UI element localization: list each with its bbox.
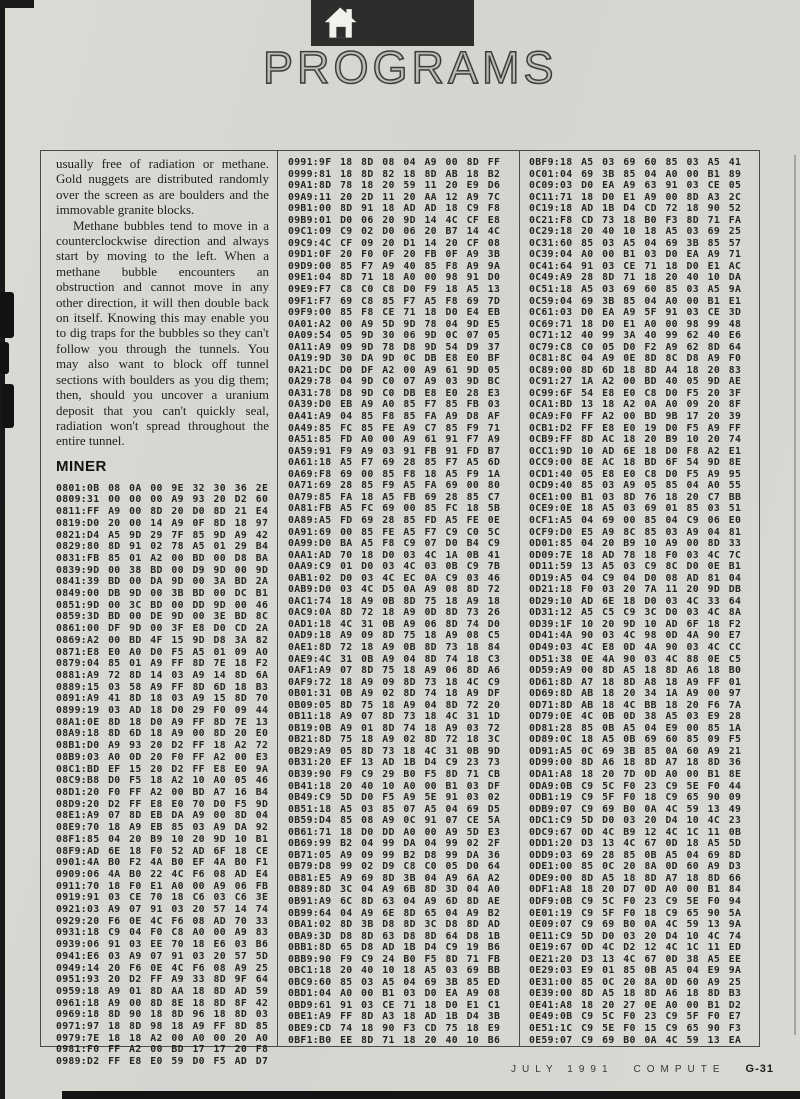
footer-issue-date: JULY 1991	[510, 1064, 614, 1075]
hex-listing-line: 0E31:00 85 0C 20 8A 0D 60 A9 25	[529, 976, 742, 988]
hex-listing-line: 0C19:18 AD 1B D4 CD 72 18 90 52	[529, 203, 742, 215]
hex-listing-line: 0C49:A9 28 8D 71 18 20 40 10 DA	[529, 272, 742, 284]
hex-listing-line: 0971:97 18 8D 98 18 A9 FF 8D 85	[56, 1021, 269, 1033]
hex-listing-line: 0E19:67 0D 4C D2 12 4C 1C 11 ED	[529, 942, 742, 954]
hex-listing-line: 0A09:54 05 9D 30 06 9D 0C 07 05	[288, 330, 501, 342]
hex-listing-line: 0BC1:18 20 40 10 18 A5 03 69 BB	[288, 965, 501, 977]
hex-listing-line: 0BA1:02 8D 3B D8 8D 3C D8 8D AD	[288, 919, 501, 931]
hex-listing-line: 0D79:0E 4C 0B 0D 38 A5 03 E9 28	[529, 711, 742, 723]
hex-listing-line: 0B99:64 04 A9 6E 8D 65 04 A9 B2	[288, 907, 501, 919]
hex-listing-line: 0BE1:A9 FF 8D A3 18 AD 1B D4 3B	[288, 1011, 501, 1023]
hex-listing-line: 0BF1:B0 EE 8D 71 18 20 40 10 B6	[288, 1034, 501, 1046]
content-frame	[40, 150, 760, 1068]
hex-listing-line: 0E59:07 C9 69 B0 0A 4C 59 13 EA	[529, 1034, 742, 1046]
hex-listing-line: 0AD1:18 4C 31 0B A9 06 8D 74 D0	[288, 618, 501, 630]
page-title: PROGRAMS	[263, 42, 558, 93]
hex-listing-line: 0DA1:A8 18 20 7D 0D A0 00 B1 8E	[529, 768, 742, 780]
hex-listing-line: 0C21:F8 CD 73 18 B0 F3 8D 71 FA	[529, 214, 742, 226]
hex-listing-line: 08A9:18 8D 6D 18 A9 00 8D 20 E0	[56, 728, 269, 740]
hex-listing-line: 0B01:31 0B A9 02 8D 74 18 A9 DF	[288, 688, 501, 700]
hex-listing-line: 0841:39 BD 00 DA 9D 00 3A BD 2A	[56, 576, 269, 588]
hex-listing-line: 08D1:20 F0 FF A2 00 BD A7 16 B4	[56, 787, 269, 798]
hex-listing-line: 0851:9D 00 3C BD 00 DD 9D 00 46	[56, 599, 269, 611]
hex-listing-line: 0C31:60 85 03 A5 04 69 3B 85 57	[529, 237, 742, 249]
hex-listing-line: 0A59:91 F9 A9 03 91 FB 91 FD B7	[288, 445, 501, 457]
hex-listing-line: 0939:06 91 03 EE 70 18 E6 03 B6	[56, 939, 269, 951]
hex-listing-line: 0D31:12 A5 C5 C9 3C D0 03 4C 8A	[529, 607, 742, 619]
hex-listing-line: 0DD9:03 69 28 85 0B A5 04 69 8D	[529, 849, 742, 861]
hex-listing-line: 0B91:A9 6C 8D 63 04 A9 6D 8D AE	[288, 896, 501, 907]
hex-listing-line: 0E49:0B C9 5C F0 23 C9 5F F0 E7	[529, 1011, 742, 1023]
hex-listing-line: 0C81:8C 04 A9 0E 8D 8C D8 A9 F0	[529, 353, 742, 365]
hex-listing-line: 0B61:71 18 D0 DD A0 00 A9 5D E3	[288, 826, 501, 838]
hex-listing-line: 09A9:11 20 2D 11 20 AA 12 A9 7C	[288, 191, 501, 203]
hex-listing-line: 0D19:A5 04 C9 04 D0 08 AD 81 04	[529, 572, 742, 584]
hex-listing-line: 0801:0B 08 0A 00 9E 32 30 36 2E	[56, 482, 269, 494]
hex-listing-line: 0A71:69 28 85 F9 A5 FA 69 00 80	[288, 480, 501, 492]
hex-listing-line: 08E9:70 18 A9 EB 85 03 A9 DA 92	[56, 822, 269, 834]
hex-listing-line: 08C9:B8 D0 F5 18 A2 10 A0 05 46	[56, 775, 269, 787]
hex-listing-line: 0D81:28 85 0B A5 04 E9 00 85 1A	[529, 722, 742, 734]
hex-listing-line: 0A29:78 04 9D C0 07 A9 03 9D BC	[288, 376, 501, 388]
scan-edge-mark	[0, 342, 9, 374]
hex-listing-line: 0CB1:D2 FF E8 E0 19 D0 F5 A9 FF	[529, 422, 742, 434]
hex-listing-line: 08D9:20 D2 FF E8 E0 70 D0 F5 9D	[56, 798, 269, 810]
hex-listing-line: 0DB1:19 C9 5F F0 18 C9 65 90 09	[529, 792, 742, 804]
hex-listing-line: 09B1:00 8D 91 18 AD AD 18 C9 F8	[288, 203, 501, 215]
hex-listing-line: 0AA1:AD 70 18 D0 03 4C 1A 0B 41	[288, 549, 501, 561]
hex-listing-line: 09C9:4C CF 09 20 D1 14 20 CF 08	[288, 237, 501, 249]
hex-listing-line: 09C1:09 C9 02 D0 06 20 B7 14 4C	[288, 226, 501, 238]
hex-listing-line: 0C51:18 A5 03 69 60 85 03 A5 9A	[529, 284, 742, 296]
hex-listing-line: 0B11:18 A9 07 8D 73 18 4C 31 1D	[288, 711, 501, 723]
hex-listing-line: 0AB1:02 D0 03 4C EC 0A C9 03 46	[288, 572, 501, 584]
hex-listing-line: 0DA9:0B C9 5C F0 23 C9 5E F0 44	[529, 780, 742, 792]
hex-listing-line: 0979:7E 18 18 A2 00 A0 00 20 A0	[56, 1032, 269, 1044]
hex-listing-line: 0A31:78 D8 9D C0 DB E8 E0 28 E3	[288, 387, 501, 399]
hex-listing-line: 0949:14 20 F6 0E 4C F6 08 A9 25	[56, 962, 269, 974]
hex-listing-line: 0929:20 F6 0E 4C F6 08 AD 70 33	[56, 915, 269, 927]
hex-listing-line: 0CD1:40 05 E8 E0 C8 D0 F5 A9 95	[529, 468, 742, 480]
hex-listing-line: 0D61:8D A7 18 8D A8 18 A9 FF 01	[529, 676, 742, 688]
hex-listing-line: 0881:A9 72 8D 14 03 A9 14 8D 6A	[56, 669, 269, 681]
hex-listing-line: 0D29:10 AD 6E 18 D0 03 4C 33 64	[529, 595, 742, 607]
hex-listing-line: 0811:FF A9 00 8D 20 D0 8D 21 E4	[56, 506, 269, 518]
hex-listing-column-1	[56, 483, 269, 1068]
hex-listing-line: 0B71:05 A9 09 99 B2 D8 99 DA 36	[288, 849, 501, 861]
hex-listing-line: 0B51:18 A5 03 85 07 A5 04 69 D5	[288, 803, 501, 815]
hex-listing-line: 0B41:18 20 40 10 A0 00 B1 03 DF	[288, 780, 501, 792]
hex-listing-line: 09B9:01 D0 06 20 9D 14 4C CF E8	[288, 214, 501, 226]
hex-listing-line: 08F1:85 04 20 B9 10 20 9D 10 B1	[56, 833, 269, 845]
hex-listing-line: 0DE9:00 8D A5 18 8D A7 18 8D 66	[529, 872, 742, 884]
hex-listing-line: 0829:80 8D 91 02 78 A5 01 29 B4	[56, 541, 269, 553]
hex-listing-line: 0BC9:60 85 03 A5 04 69 3B 85 ED	[288, 976, 501, 988]
article-paragraph: Methane bubbles tend to move in a counterclockwise direction and always start by moving to the left. When a methane bubble encounters an obstruction and cannot move in any other direction, it will then double back on itself. Knowing this may enable you to dig traps for the bubbles so they can't follow you through the tunnels. You may also want to block off tunnel sections with boulders as you dig them; then, should you uncover a uranium deposit that you can't quickly seal, radiation won't spread throughout the entire tunnel.	[56, 217, 269, 449]
hex-listing-line: 0E41:A8 18 20 27 0E A0 00 B1 D2	[529, 999, 742, 1011]
hex-listing-line: 0931:18 C9 04 F0 C8 A0 00 A9 83	[56, 927, 269, 939]
scan-edge-mark	[0, 292, 14, 338]
hex-listing-line: 0A49:85 FC 85 FE A9 C7 85 F9 71	[288, 422, 501, 434]
hex-listing-line: 0BA9:3D D8 8D 63 D8 8D 64 D8 1B	[288, 930, 501, 942]
hex-listing-line: 0CF9:D0 E5 A9 8C 85 03 A9 04 81	[529, 526, 742, 538]
hex-listing-line: 0809:31 00 00 00 A9 93 20 D2 60	[56, 494, 269, 506]
scan-left-edge	[0, 0, 5, 1099]
hex-listing-line: 0A01:A2 00 A9 5D 9D 78 04 9D E5	[288, 318, 501, 330]
hex-listing-line: 0839:9D 00 38 BD 00 D9 9D 00 9D	[56, 564, 269, 576]
hex-listing-line: 0E21:20 D3 13 4C 67 0D 38 A5 EE	[529, 953, 742, 965]
hex-listing-line: 0B81:E5 A9 69 8D 3B 04 A9 6A A2	[288, 872, 501, 884]
hex-listing-line: 09F1:F7 69 C8 85 F7 A5 F8 69 7D	[288, 295, 501, 307]
hex-listing-line: 0C79:C8 C0 05 D0 F2 A9 62 8D 64	[529, 341, 742, 353]
hex-listing-line: 0D01:85 04 20 B9 10 A9 00 8D 33	[529, 538, 742, 550]
hex-listing-line: 0B31:20 EF 13 AD 1B D4 C9 23 73	[288, 757, 501, 769]
hex-listing-line: 0B79:D8 99 02 D9 C8 C0 05 D0 64	[288, 861, 501, 873]
hex-listing-line: 0B21:8D 75 18 A9 02 8D 72 18 3C	[288, 734, 501, 746]
hex-listing-line: 0D51:38 0E 4A 90 03 4C 88 0E C5	[529, 653, 742, 665]
hex-listing-line: 0E11:C9 5D D0 03 20 D4 10 4C 74	[529, 930, 742, 942]
hex-listing-line: 0C99:6F 54 E8 E0 C8 D0 F5 20 3F	[529, 387, 742, 399]
hex-listing-line: 0CB9:FF 8D AC 18 20 B9 10 20 74	[529, 434, 742, 446]
hex-listing-line: 0B29:A9 05 8D 73 18 4C 31 0B 9D	[288, 745, 501, 757]
hex-listing-line: 0C89:00 8D 6D 18 8D A4 18 20 83	[529, 364, 742, 376]
hex-listing-line: 0821:D4 A5 9D 29 7F 85 9D A9 42	[56, 529, 269, 541]
house-icon	[324, 7, 358, 39]
hex-listing-line: 0B39:90 F9 C9 29 B0 F5 8D 71 CB	[288, 768, 501, 780]
hex-listing-line: 0AC9:0A 8D 72 18 A9 0D 8D 73 26	[288, 607, 501, 619]
hex-listing-line: 0A79:85 FA 18 A5 FB 69 28 85 C7	[288, 491, 501, 503]
hex-listing-line: 0951:93 20 D2 FF A9 33 8D 9F 64	[56, 974, 269, 986]
hex-listing-line: 0D21:18 F0 03 20 7A 11 20 9D DB	[529, 584, 742, 596]
hex-listing-line: 0E09:07 C9 69 B0 0A 4C 59 13 9A	[529, 919, 742, 931]
hex-listing-line: 0D09:7E 18 AD 78 18 F0 03 4C 7C	[529, 549, 742, 561]
hex-listing-line: 0C41:64 91 03 CE 71 18 D0 E1 AC	[529, 260, 742, 272]
hex-listing-line: 0DE1:00 85 0C 20 8A 0D 60 A9 D3	[529, 861, 742, 873]
hex-listing-line: 0879:04 85 01 A9 FF 8D 7E 18 F2	[56, 658, 269, 670]
hex-listing-line: 0C09:03 D0 EA A9 63 91 03 CE 05	[529, 180, 742, 192]
hex-listing-line: 0831:FB 85 01 A2 00 BD 00 D8 BA	[56, 552, 269, 564]
hex-listing-line: 0919:91 03 CE 70 18 C6 03 C6 3E	[56, 892, 269, 904]
hex-listing-line: 0C61:03 D0 EA A9 5F 91 03 CE 3D	[529, 307, 742, 319]
hex-listing-line: 0A21:DC D0 DF A2 00 A9 61 9D 05	[288, 364, 501, 376]
hex-listing-line: 0DF1:A8 18 20 D7 0D A0 00 B1 84	[529, 884, 742, 896]
hex-listing-line: 0909:06 4A B0 22 4C F6 08 AD E4	[56, 868, 269, 880]
hex-listing-line: 0961:18 A9 00 8D 8E 18 8D 8F 42	[56, 997, 269, 1009]
hex-listing-line: 0991:9F 18 8D 08 04 A9 00 8D FF	[288, 157, 501, 168]
hex-listing-line: 0959:18 A9 01 8D AA 18 8D AD 59	[56, 985, 269, 997]
hex-listing-line: 0B19:0B A9 01 8D 74 18 A9 03 72	[288, 722, 501, 734]
page-footer	[511, 1063, 774, 1075]
hex-listing-line: 0A61:18 A5 F7 69 28 85 F7 A5 6D	[288, 457, 501, 469]
hex-listing-line: 0A41:A9 04 85 F8 85 FA A9 D8 AF	[288, 411, 501, 423]
hex-listing-line: 0CC1:9D 10 AD 6E 18 D0 F8 A2 E1	[529, 445, 742, 457]
hex-listing-line: 0871:E8 E0 A0 D0 F5 A5 01 09 A0	[56, 646, 269, 658]
hex-listing-line: 0C01:04 69 3B 85 04 A0 00 B1 89	[529, 168, 742, 180]
hex-listing-line: 08C1:BD EF 15 20 D2 FF E8 E0 9A	[56, 763, 269, 775]
hex-listing-line: 0819:D0 20 00 14 A9 0F 8D 18 97	[56, 517, 269, 529]
hex-listing-line: 08A1:0E 8D 18 D0 A9 FF 8D 7E 13	[56, 716, 269, 728]
hex-listing-line: 0C11:71 18 D0 E1 A9 00 8D A3 2C	[529, 191, 742, 203]
hex-listing-line: 08E1:A9 07 8D EB DA A9 00 8D 04	[56, 810, 269, 822]
hex-listing-line: 09F9:00 85 F8 CE 71 18 D0 E4 EB	[288, 307, 501, 319]
hex-listing-line: 0C59:04 69 3B 85 04 A0 00 B1 E1	[529, 295, 742, 307]
hex-listing-line: 0A11:A9 09 9D 78 D8 9D 54 D9 37	[288, 341, 501, 353]
hex-listing-line: 0891:A9 41 8D 18 03 A9 15 8D 70	[56, 693, 269, 705]
hex-listing-line: 0D99:00 8D A6 18 8D A7 18 8D 36	[529, 757, 742, 769]
hex-listing-line: 0A89:A5 FD 69 28 85 FD A5 FE 0E	[288, 514, 501, 526]
column-middle	[278, 151, 520, 1046]
hex-listing-line: 0859:3D BD 00 DE 9D 00 3E BD 8C	[56, 611, 269, 623]
hex-listing-line: 0D59:A9 00 8D A5 18 8D A6 18 B0	[529, 665, 742, 677]
hex-listing-line: 0D89:0C 18 A5 0B 69 60 85 09 F5	[529, 734, 742, 746]
hex-listing-line: 0D49:03 4C E8 0D 4A 90 03 4C CC	[529, 641, 742, 653]
hex-listing-line: 0A91:69 00 85 FE A5 F7 C9 C0 5C	[288, 526, 501, 538]
hex-listing-line: 0A19:9D 30 DA 9D 0C DB E8 E0 BF	[288, 353, 501, 365]
hex-listing-line: 0CA1:BD 13 18 A2 0A A0 09 20 8F	[529, 399, 742, 411]
hex-listing-line: 0BB1:8D 65 D8 AD 1B D4 C9 19 B6	[288, 942, 501, 954]
hex-listing-line: 09D1:0F 20 F0 0F 20 FB 0F A9 3B	[288, 249, 501, 261]
hex-listing-line: 0A39:D0 EB A9 A0 85 F7 85 FB 03	[288, 399, 501, 411]
hex-listing-line: 0D71:8D AB 18 4C BB 18 20 F6 7A	[529, 699, 742, 711]
hex-listing-line: 0901:4A B0 F2 4A B0 EF 4A B0 F1	[56, 857, 269, 869]
hex-listing-line: 0E51:1C C9 5E F0 15 C9 65 90 F3	[529, 1023, 742, 1035]
hex-listing-line: 0921:03 A9 07 91 03 20 57 14 74	[56, 904, 269, 916]
hex-listing-line: 0969:18 8D 90 18 8D 96 18 8D 03	[56, 1009, 269, 1021]
hex-listing-line: 0CA9:F0 FF A2 00 BD 9B 17 20 39	[529, 411, 742, 423]
hex-listing-line: 0981:F0 FF A2 00 BD 17 17 20 F8	[56, 1044, 269, 1056]
hex-listing-line: 0D69:8D AB 18 20 34 1A A9 00 97	[529, 688, 742, 700]
hex-listing-line: 0AE1:8D 72 18 A9 0B 8D 73 18 84	[288, 641, 501, 653]
hex-listing-line: 0BD1:04 A0 00 B1 03 D0 EA A9 08	[288, 988, 501, 1000]
hex-listing-line: 0DD1:20 D3 13 4C 67 0D 18 A5 5D	[529, 838, 742, 850]
hex-listing-line: 0CC9:00 8E AC 18 BD 6F 54 9D 8E	[529, 457, 742, 469]
hex-listing-line: 0861:00 DF 9D 00 3F E8 D0 CD 2A	[56, 623, 269, 635]
hex-listing-line: 0B09:05 8D 75 18 A9 04 8D 72 20	[288, 699, 501, 711]
hex-listing-line: 0BE9:CD 74 18 90 F3 CD 75 18 E9	[288, 1023, 501, 1035]
hex-listing-line: 0AC1:74 18 A9 0B 8D 75 18 A9 18	[288, 595, 501, 607]
column-left	[41, 151, 278, 1068]
hex-listing-line: 08B9:03 A0 0D 20 F0 FF A2 00 E3	[56, 751, 269, 763]
hex-listing-line: 0BB9:90 F9 C9 24 B0 F5 8D 71 FB	[288, 953, 501, 965]
hex-listing-column-3	[529, 157, 759, 1046]
hex-listing-line: 0A99:D0 BA A5 F8 C9 07 D0 B4 C9	[288, 538, 501, 550]
hex-listing-line: 0C69:71 18 D0 E1 A0 00 98 99 48	[529, 318, 742, 330]
hex-listing-line: 0899:19 03 AD 18 D0 29 F0 09 44	[56, 705, 269, 717]
scan-edge-mark	[2, 384, 14, 428]
hex-listing-line: 0D11:59 13 A5 03 C9 8C D0 0E B1	[529, 561, 742, 573]
hex-listing-line: 0869:A2 00 BD 4F 15 9D D8 3A 82	[56, 634, 269, 646]
hex-listing-line: 0D91:A5 0C 69 3B 85 0A 60 A9 21	[529, 745, 742, 757]
hex-listing-line: 0AF1:A9 07 8D 75 18 A9 06 8D A6	[288, 665, 501, 677]
hex-listing-line: 0B89:8D 3C 04 A9 6B 8D 3D 04 A0	[288, 884, 501, 896]
scan-bottom-edge	[62, 1091, 800, 1099]
hex-listing-line: 0CE1:00 B1 03 8D 76 18 20 C7 BB	[529, 491, 742, 503]
scan-corner-mark	[0, 0, 34, 8]
hex-listing-line: 0AF9:72 18 A9 09 8D 73 18 4C C9	[288, 676, 501, 688]
hex-listing-line: 0849:00 DB 9D 00 3B BD 00 DC B1	[56, 588, 269, 600]
hex-listing-column-2	[288, 157, 519, 1046]
hex-listing-line: 0B69:99 B2 04 99 DA 04 99 02 2F	[288, 838, 501, 850]
hex-listing-line: 0CD9:40 85 03 A9 05 85 04 A0 55	[529, 480, 742, 492]
hex-listing-line: 0DB9:07 C9 69 B0 0A 4C 59 13 49	[529, 803, 742, 815]
hex-listing-line: 0999:81 18 8D 82 18 8D AB 18 B2	[288, 168, 501, 180]
hex-listing-line: 0C71:12 40 99 3A 40 99 62 40 E6	[529, 330, 742, 342]
hex-listing-line: 09E9:F7 C8 C0 C8 D0 F9 18 A5 13	[288, 284, 501, 296]
hex-listing-line: 0A69:F8 69 00 85 F8 18 A5 F9 1A	[288, 468, 501, 480]
hex-listing-line: 0DF9:0B C9 5C F0 23 C9 5E F0 94	[529, 896, 742, 907]
hex-listing-line: 0B59:D4 85 08 A9 0C 91 07 CE 5A	[288, 815, 501, 827]
listing-title: MINER	[56, 457, 107, 475]
hex-listing-line: 0BD9:61 91 03 CE 71 18 D0 E1 C1	[288, 999, 501, 1011]
hex-listing-line: 0BF9:18 A5 03 69 60 85 03 A5 41	[529, 157, 742, 168]
hex-listing-line: 0CF1:A5 04 69 00 85 04 C9 06 E0	[529, 514, 742, 526]
hex-listing-line: 08F9:AD 6E 18 F0 52 AD 6F 18 CE	[56, 845, 269, 857]
hex-listing-line: 08B1:D0 A9 93 20 D2 FF 18 A2 72	[56, 740, 269, 752]
scan-right-edge	[794, 155, 796, 1035]
hex-listing-line: 0E01:19 C9 5F F0 18 C9 65 90 5A	[529, 907, 742, 919]
hex-listing-line: 0AB9:D0 03 4C D5 0A A9 08 8D 72	[288, 584, 501, 596]
hex-listing-line: 0C91:27 1A A2 00 BD 40 05 9D AE	[529, 376, 742, 388]
hex-listing-line: 0AD9:18 A9 09 8D 75 18 A9 08 C5	[288, 630, 501, 642]
hex-listing-line: 0CE9:0E 18 A5 03 69 01 85 03 51	[529, 503, 742, 515]
hex-listing-line: 0C39:04 A0 00 B1 03 D0 EA A9 71	[529, 249, 742, 261]
hex-listing-line: 0E39:00 8D A5 18 8D A6 18 8D B3	[529, 988, 742, 1000]
hex-listing-line: 09A1:8D 78 18 20 59 11 20 E9 D6	[288, 180, 501, 192]
hex-listing-line: 0A81:FB A5 FC 69 00 85 FC 18 5B	[288, 503, 501, 515]
hex-listing-line: 0941:E6 03 A9 07 91 03 20 57 5D	[56, 950, 269, 962]
hex-listing-line: 0D41:4A 90 03 4C 98 0D 4A 90 E7	[529, 630, 742, 642]
footer-magazine-name: COMPUTE	[633, 1064, 726, 1075]
column-right	[520, 151, 759, 1046]
hex-listing-line: 09E1:04 8D 71 18 A0 00 98 91 D0	[288, 272, 501, 284]
section-logo-box	[311, 0, 474, 46]
hex-listing-line: 0B49:C9 5D D0 F5 A9 5E 91 03 02	[288, 792, 501, 804]
hex-listing-line: 0E29:03 E9 01 85 0B A5 04 E9 9A	[529, 965, 742, 977]
article-paragraph: usually free of radiation or methane. Gold nuggets are distributed randomly over the screen as are boulders and the immovable granite blocks.	[56, 156, 269, 218]
hex-listing-line: 0AE9:4C 31 0B A9 04 8D 74 18 C3	[288, 653, 501, 665]
hex-listing-line: 0889:15 03 58 A9 FF 8D 6D 18 B3	[56, 681, 269, 693]
hex-listing-line: 0DC1:C9 5D D0 03 20 D4 10 4C 23	[529, 815, 742, 827]
footer-page-number: G-31	[745, 1063, 774, 1075]
hex-listing-line: 0911:70 18 F0 E1 A0 00 A9 06 FB	[56, 880, 269, 892]
hex-listing-line: 0DC9:67 0D 4C B9 12 4C 1C 11 0B	[529, 826, 742, 838]
hex-listing-line: 0D39:1F 10 20 9D 10 AD 6F 18 F2	[529, 618, 742, 630]
hex-listing-line: 0C29:18 20 40 10 18 A5 03 69 25	[529, 226, 742, 238]
hex-listing-line: 0A51:85 FD A0 00 A9 61 91 F7 A9	[288, 434, 501, 446]
hex-listing-line: 09D9:00 85 F7 A9 40 85 F8 A9 9A	[288, 260, 501, 272]
hex-listing-line: 0AA9:C9 01 D0 03 4C 03 0B C9 7B	[288, 561, 501, 573]
hex-listing-line: 0989:D2 FF E8 E0 59 D0 F5 AD D7	[56, 1056, 269, 1068]
